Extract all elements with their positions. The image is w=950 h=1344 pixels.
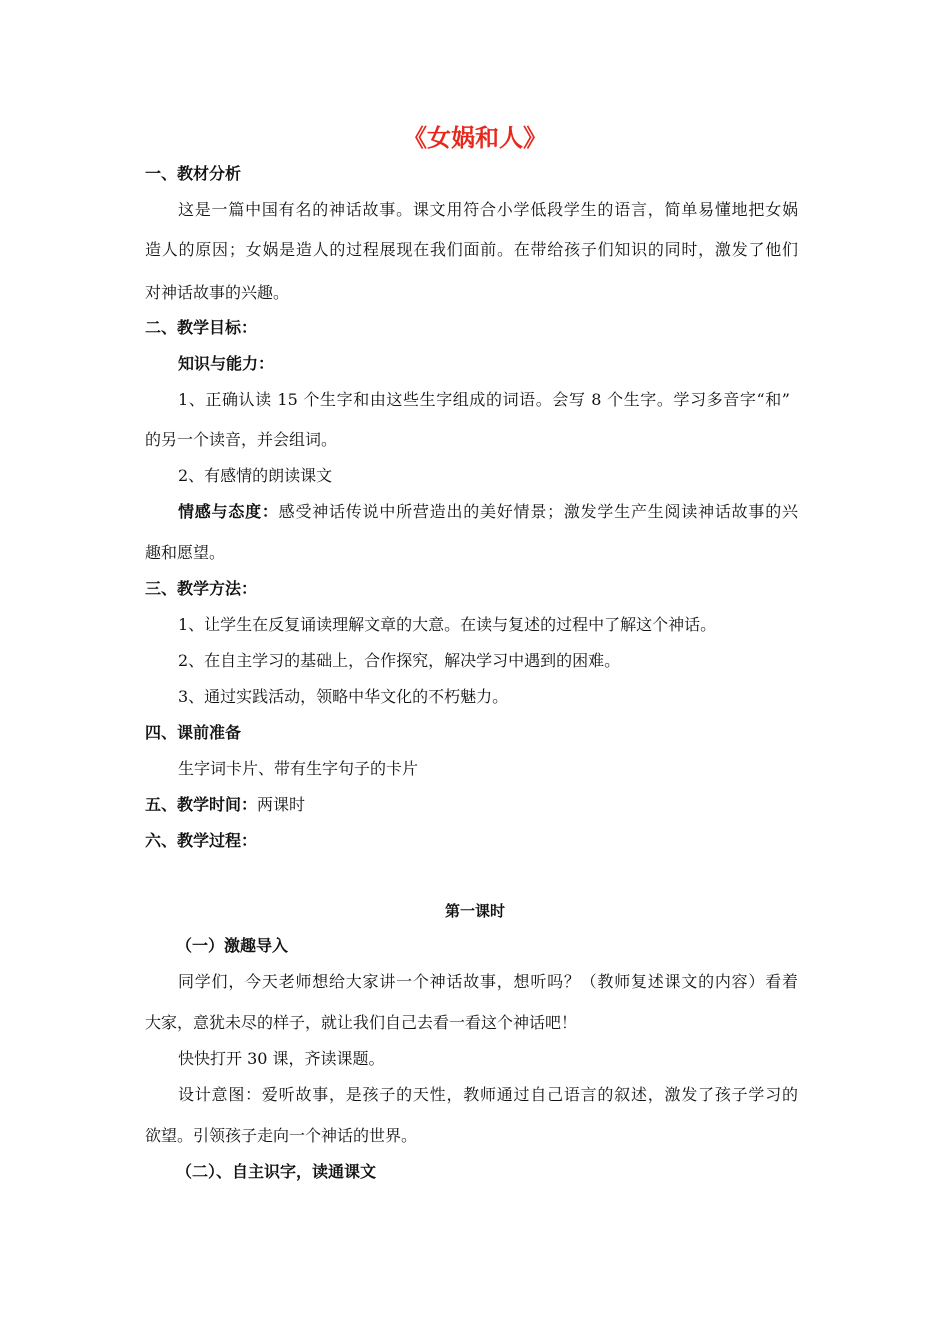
subheading-knowledge: 知识与能力： bbox=[178, 354, 275, 373]
part-heading-1: （一）激趣导入 bbox=[176, 936, 289, 955]
section-heading-1: 一、教材分析 bbox=[145, 164, 242, 183]
section-heading-2: 二、教学目标： bbox=[145, 318, 258, 337]
lesson-heading: 第一课时 bbox=[444, 902, 505, 920]
document-title: 《女娲和人》 bbox=[403, 123, 547, 152]
paragraph-text: 两课时 bbox=[257, 795, 306, 814]
list-item: 1、让学生在反复诵读理解文章的大意。在读与复述的过程中了解这个神话。 bbox=[178, 615, 717, 634]
part-heading-2: （二）、自主识字，读通课文 bbox=[176, 1162, 377, 1181]
paragraph-line: 对神话故事的兴趣。 bbox=[145, 283, 290, 302]
paragraph-line: 设计意图：爱听故事，是孩子的天性，教师通过自己语言的叙述，激发了孩子学习的 bbox=[178, 1085, 798, 1104]
subheading-emotion: 情感与态度： bbox=[178, 502, 279, 521]
section-heading-5: 五、教学时间： bbox=[145, 795, 258, 814]
paragraph-line: 同学们，今天老师想给大家讲一个神话故事，想听吗？（教师复述课文的内容）看着 bbox=[178, 972, 798, 991]
emotion-paragraph bbox=[178, 500, 798, 524]
paragraph-line: 快快打开 30 课，齐读课题。 bbox=[178, 1049, 385, 1068]
paragraph-line: 趣和愿望。 bbox=[145, 543, 226, 562]
list-item: 2、在自主学习的基础上，合作探究，解决学习中遇到的困难。 bbox=[178, 651, 621, 670]
paragraph-line: 生字词卡片、带有生字句子的卡片 bbox=[178, 759, 419, 778]
section-heading-4: 四、课前准备 bbox=[145, 723, 242, 742]
list-item-continuation: 的另一个读音，并会组词。 bbox=[145, 430, 338, 449]
list-item: 1、正确认读 15 个生字和由这些生字组成的词语。会写 8 个生字。学习多音字“和” bbox=[178, 390, 790, 409]
list-item: 2、有感情的朗读课文 bbox=[178, 466, 333, 485]
list-item: 3、通过实践活动，领略中华文化的不朽魅力。 bbox=[178, 687, 509, 706]
paragraph-line: 造人的原因；女娲是造人的过程展现在我们面前。在带给孩子们知识的同时，激发了他们 bbox=[145, 240, 798, 259]
section-heading-6: 六、教学过程： bbox=[145, 831, 258, 850]
paragraph-line: 欲望。引领孩子走向一个神话的世界。 bbox=[145, 1126, 418, 1145]
section-5-line bbox=[145, 793, 805, 817]
paragraph-line: 大家，意犹未尽的样子，就让我们自己去看一看这个神话吧！ bbox=[145, 1013, 578, 1032]
section-heading-3: 三、教学方法： bbox=[145, 579, 258, 598]
paragraph-line: 这是一篇中国有名的神话故事。课文用符合小学低段学生的语言，简单易懂地把女娲 bbox=[178, 200, 798, 219]
paragraph-text: 感受神话传说中所营造出的美好情景；激发学生产生阅读神话故事的兴 bbox=[278, 502, 798, 521]
